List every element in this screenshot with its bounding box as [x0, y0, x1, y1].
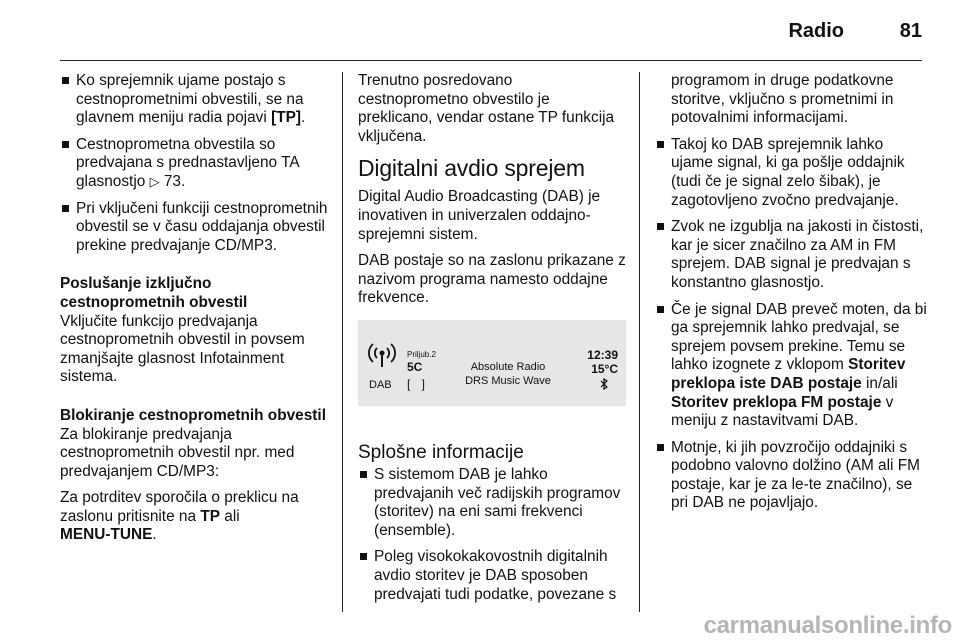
section-title: Digitalni avdio sprejem	[358, 155, 585, 182]
list-item: Takoj ko DAB sprejemnik lahko ujame signal, ki ga pošlje oddajnik (tudi če je signal zelo šibak), je zagotovljeno zvočno predvajanje.	[655, 136, 927, 210]
paragraph: Vključite funkcijo predvajanja cestnoprometnih obvestil in povsem zmanjšajte glasnost Infotainment sistema.	[60, 312, 305, 386]
channel-label: 5C	[407, 359, 423, 374]
bullet-square-icon	[62, 77, 69, 84]
program-name: DRS Music Wave	[465, 374, 551, 387]
bullet-square-icon	[62, 205, 69, 212]
section-heading: Poslušanje izključno cestnoprometnih obvestil	[60, 275, 248, 311]
arrow-icon: ▷	[149, 173, 160, 189]
list-item: S sistemom DAB je lahko predvajanih več radijskih programov (storitev) na eni sami frekvenci (ensemble).	[358, 466, 626, 540]
radio-display-image	[358, 320, 626, 406]
list-item: Cestnoprometna obvestila so predvajana s prednastavljeno TA glasnostjo ▷ 73.	[60, 136, 330, 192]
list-item: Poleg visokokakovostnih digitalnih avdio storitev je DAB sposoben predvajati tudi podatke, povezane s	[358, 548, 626, 604]
list-item: Če je signal DAB preveč moten, da bi ga sprejemnik lahko predvajal, se sprejem povsem prekine. Temu se lahko izognete z vklopom Storitev preklopa iste DAB postaje in/ali Storitev preklopa FM postaje v meniju z nastavitvami DAB.	[655, 301, 927, 431]
station-name: Absolute Radio	[470, 360, 546, 373]
paragraph: Digital Audio Broadcasting (DAB) je inovativen in univerzalen oddajno-sprejemni sistem.	[358, 188, 601, 243]
list-item: Pri vključeni funkciji cestnoprometnih obvestil se v času oddajanja obvestil prekine predvajanje CD/MP3.	[60, 200, 330, 256]
broadcast-icon	[368, 342, 396, 368]
paragraph: DAB postaje so na zaslonu prikazane z nazivom programa namesto oddajne frekvence.	[358, 252, 626, 307]
brackets-label: [ ]	[407, 376, 430, 391]
temperature: 15°C	[591, 361, 618, 376]
column-divider-1	[342, 72, 343, 612]
bullet-square-icon	[657, 223, 664, 230]
subsection-title: Splošne informacije	[358, 441, 524, 463]
bullet-square-icon	[657, 306, 664, 313]
bullet-square-icon	[657, 141, 664, 148]
bullet-square-icon	[62, 141, 69, 148]
column-divider-2	[639, 72, 640, 612]
section-heading: Blokiranje cestnoprometnih obvestil	[60, 406, 326, 424]
list-item: Motnje, ki jih povzročijo oddajniki s podobno valovno dolžino (AM ali FM postaje, kar je za le-te značilno), se pri DAB ne pojavljajo.	[655, 439, 927, 513]
list-item: Zvok ne izgublja na jakosti in čistosti, kar je sicer značilno za AM in FM sprejem. DAB signal je predvajan s konstantno glasnostjo.	[655, 218, 927, 292]
bullet-square-icon	[360, 553, 367, 560]
bullet-square-icon	[657, 444, 664, 451]
column-1	[60, 72, 330, 553]
preset-label: Priljub.2	[407, 349, 436, 359]
paragraph: Za potrditev sporočila o preklicu na zaslonu pritisnite na TP ali MENU-TUNE.	[60, 489, 299, 544]
watermark: carmanualsonline.info	[703, 612, 952, 639]
page-header	[60, 0, 922, 62]
paragraph: programom in druge podatkovne storitve, vključno s prometnimi in potovalnimi informacijami.	[671, 72, 894, 127]
bullet-square-icon	[360, 471, 367, 478]
dab-label: DAB	[369, 378, 392, 391]
list-item: Ko sprejemnik ujame postajo s cestnoprometnimi obvestili, se na glavnem meniju radia pojavi [TP].	[60, 72, 330, 128]
page-title: Radio	[788, 20, 844, 42]
column-2	[358, 72, 626, 612]
paragraph: Za blokiranje predvajanja cestnoprometnih obvestil npr. med predvajanjem CD/MP3:	[60, 425, 295, 480]
clock-time: 12:39	[587, 347, 618, 362]
bluetooth-icon	[600, 378, 608, 390]
paragraph: Trenutno posredovano cestnoprometno obvestilo je preklicano, vendar ostane TP funkcija vključena.	[358, 72, 615, 145]
header-divider	[60, 60, 922, 61]
column-3	[655, 72, 927, 521]
page-number: 81	[899, 20, 922, 42]
